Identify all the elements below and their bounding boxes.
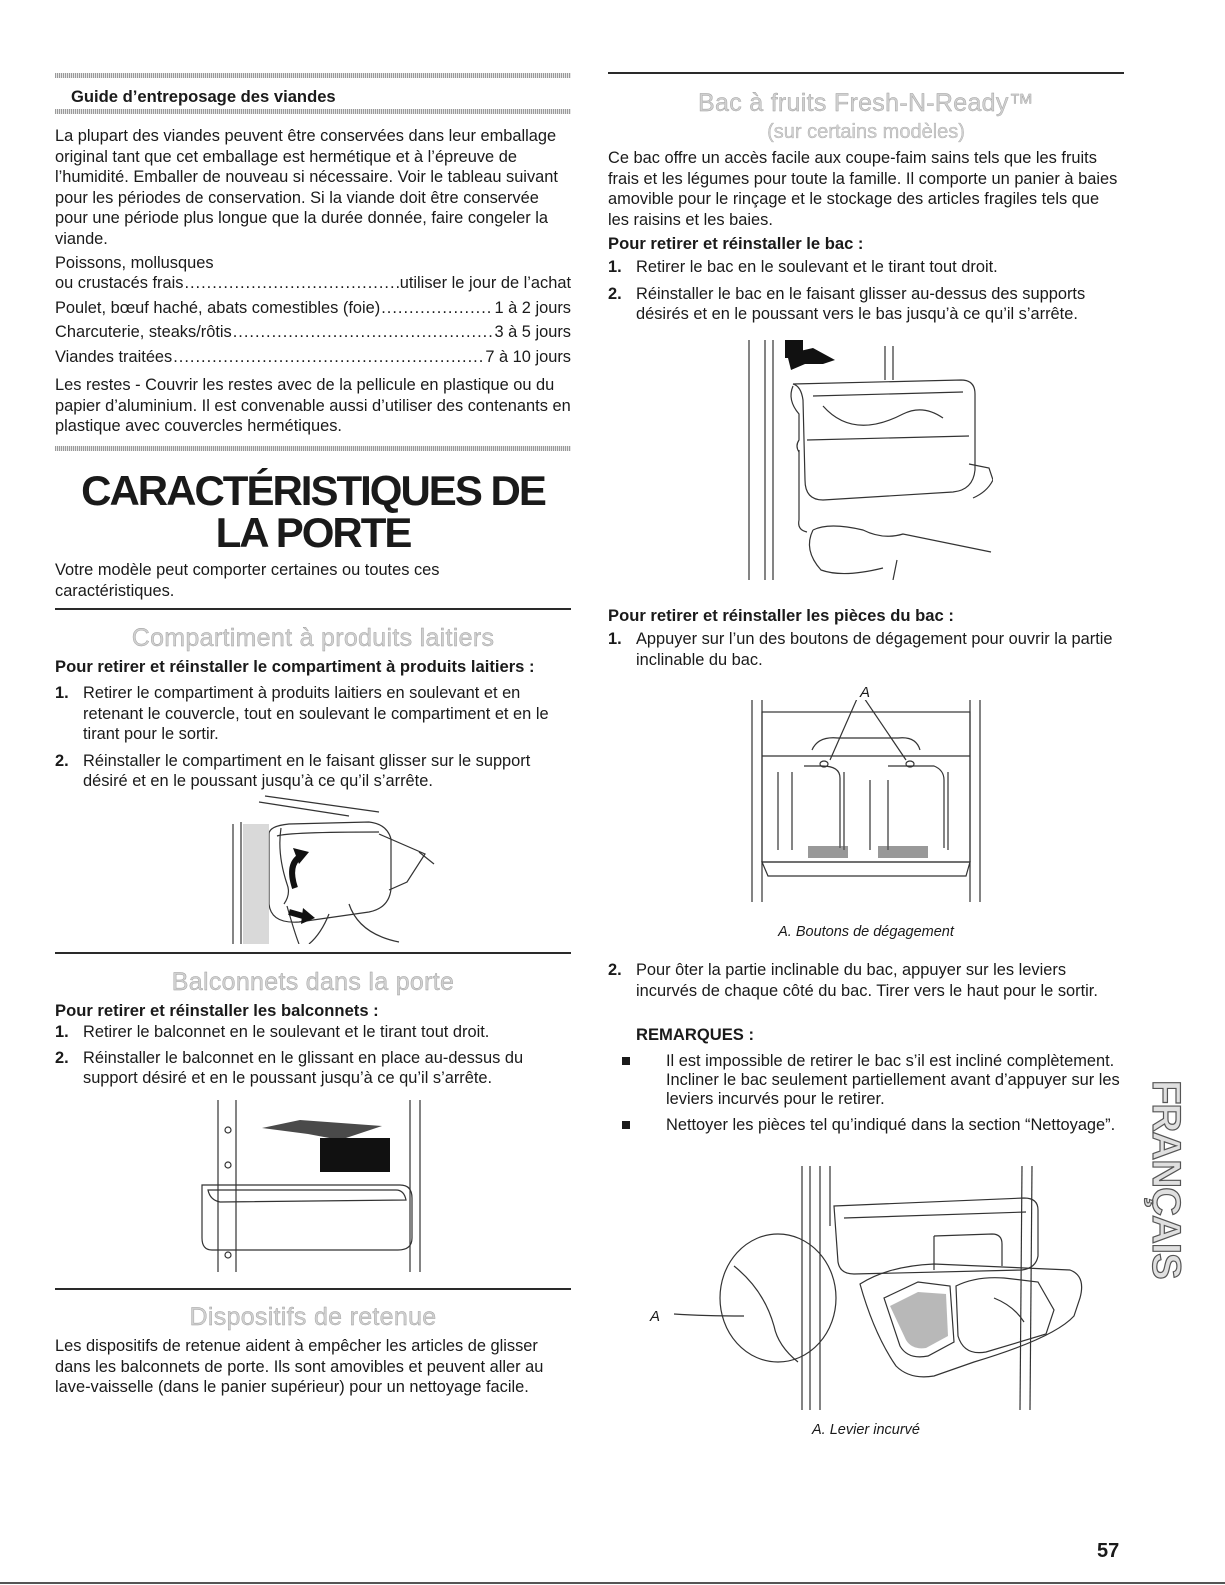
step-text: Réinstaller le bac en le faisant glisser au-dessus des supports désirés et en le poussant vers le bas jusqu’à ce qu’il s’arrête. — [636, 284, 1086, 323]
section-rule — [55, 1288, 571, 1290]
storage-guide-intro: La plupart des viandes peuvent être conservées dans leur emballage original tant que cet emballage est hermétique et à l’épreuve de l’humidité. Emballer de nouveau si nécessaire. Voir le tableau suivant pour les périodes de conservation. Si la viande doit être conservée pour une période plus longue que la durée donnée, faire congeler la viande. — [55, 127, 558, 248]
retenue-title: Dispositifs de retenue — [189, 1303, 437, 1331]
retenue-text: Les dispositifs de retenue aident à empêcher les articles de glisser dans les balconnets de porte. Ils sont amovibles et peuvent aller au lave-vaisselle (dans le panier supérieur) pour un nettoyage facile. — [55, 1337, 544, 1396]
curved-lever-caption: A. Levier incurvé — [812, 1422, 920, 1438]
storage-row-label: Poulet, bœuf haché, abats comestibles (foie) — [55, 298, 381, 317]
bullet-icon — [622, 1057, 630, 1065]
storage-row-value: 7 à 10 jours — [485, 347, 571, 366]
note-text: Il est impossible de retirer le bac s’il est incliné complètement. Incliner le bac seulement partiellement avant d’appuyer sur les leviers incurvés pour le retirer. — [666, 1052, 1120, 1108]
fruit-bin-subhead: Pour retirer et réinstaller le bac : — [608, 234, 864, 253]
fruit-bin-illustration — [743, 340, 993, 580]
storage-row-label: Charcuterie, steaks/rôtis — [55, 323, 232, 341]
storage-row-value: 3 à 5 jours — [494, 323, 571, 341]
balconnet-illustration — [200, 1100, 430, 1272]
list-item — [55, 751, 571, 792]
leftovers-text: Les restes - Couvrir les restes avec de la pellicule en plastique ou du papier d’aluminium. Il est convenable aussi d’utiliser des contenants en plastique avec couvercles hermétiques. — [55, 376, 571, 435]
figure-label-a: A — [860, 684, 871, 701]
language-tab — [1144, 1080, 1188, 1340]
main-title-line: CARACTÉRISTIQUES DE — [81, 467, 545, 514]
hatched-divider — [55, 73, 571, 78]
list-item — [55, 1022, 571, 1043]
step-text: Retirer le bac en le soulevant et le tirant tout droit. — [636, 258, 998, 276]
dairy-steps — [55, 683, 571, 792]
release-buttons-caption: A. Boutons de dégagement — [778, 924, 954, 940]
list-item — [608, 257, 1124, 278]
storage-table — [55, 273, 571, 367]
list-item — [608, 629, 1124, 670]
balconnets-title: Balconnets dans la porte — [171, 968, 455, 996]
dairy-subhead: Pour retirer et réinstaller le compartiment à produits laitiers : — [55, 657, 535, 676]
figure-label-a: A — [650, 1308, 661, 1325]
storage-row — [55, 273, 571, 294]
fruit-bin-parts-steps-2 — [608, 960, 1124, 1001]
step-number: 1. — [55, 684, 69, 702]
storage-row-label: Viandes traitées — [55, 347, 173, 366]
remarks-list — [608, 1052, 1124, 1135]
fruit-bin-intro: Ce bac offre un accès facile aux coupe-faim sains tels que les fruits frais et les légumes pour toute la famille. Il comporte un panier à baies amovible pour le rinçage et le stockage des articles fragiles tels que les raisins et les baies. — [608, 149, 1118, 229]
list-item — [55, 683, 571, 745]
step-text: Retirer le balconnet en le soulevant et le tirant tout droit. — [83, 1023, 490, 1041]
step-number: 2. — [55, 1048, 69, 1067]
step-number: 1. — [608, 630, 622, 648]
list-item — [608, 1116, 1124, 1135]
step-text: Appuyer sur l’un des boutons de dégagement pour ouvrir la partie inclinable du bac. — [636, 630, 1113, 669]
list-item — [608, 284, 1124, 325]
main-intro: Votre modèle peut comporter certaines ou toutes ces caractéristiques. — [55, 561, 440, 600]
page-number: 57 — [1097, 1540, 1120, 1562]
hatched-divider — [55, 109, 571, 114]
hatched-divider — [55, 446, 571, 451]
storage-row-label: ou crustacés frais — [55, 274, 184, 292]
balconnets-steps — [55, 1022, 571, 1089]
step-number: 2. — [608, 961, 622, 979]
main-title-line: LA PORTE — [215, 509, 411, 556]
list-item — [55, 1048, 571, 1089]
dairy-illustration — [229, 794, 439, 944]
storage-row — [55, 347, 571, 368]
step-number: 1. — [55, 1023, 69, 1041]
section-rule — [608, 72, 1124, 74]
list-item — [608, 960, 1124, 1001]
storage-row-value: 1 à 2 jours — [494, 298, 571, 317]
dairy-title: Compartiment à produits laitiers — [131, 624, 495, 652]
fruit-bin-subtitle: (sur certains modèles) — [767, 121, 965, 143]
curved-lever-illustration — [674, 1166, 1090, 1410]
fruit-bin-title: Bac à fruits Fresh-N-Ready™ — [698, 89, 1034, 117]
step-number: 2. — [608, 284, 622, 303]
step-number: 2. — [55, 751, 69, 770]
step-number: 1. — [608, 258, 622, 276]
storage-row — [55, 298, 571, 319]
fruit-bin-parts-subhead: Pour retirer et réinstaller les pièces du bac : — [608, 606, 954, 625]
section-rule — [55, 952, 571, 954]
section-rule — [55, 608, 571, 610]
balconnets-subhead: Pour retirer et réinstaller les balconnets : — [55, 1001, 379, 1020]
fruit-bin-steps — [608, 257, 1124, 325]
storage-fish-line: Poissons, mollusques — [55, 254, 214, 272]
remarks-label: REMARQUES : — [636, 1025, 755, 1044]
main-title — [55, 467, 571, 556]
language-tab-label: FRANÇAIS — [1144, 1080, 1188, 1279]
storage-row — [55, 322, 571, 343]
bottom-border — [0, 1582, 1225, 1584]
step-text: Réinstaller le balconnet en le glissant en place au-dessus du support désiré et en le poussant jusqu’à ce qu’il s’arrête. — [83, 1048, 524, 1087]
note-text: Nettoyer les pièces tel qu’indiqué dans la section “Nettoyage”. — [666, 1116, 1116, 1134]
bullet-icon — [622, 1121, 630, 1129]
fruit-bin-parts-steps — [608, 629, 1124, 670]
storage-row-value: utiliser le jour de l’achat — [399, 274, 571, 292]
release-buttons-illustration — [748, 700, 984, 902]
step-text: Retirer le compartiment à produits laitiers en soulevant et en retenant le couvercle, tout en soulevant le compartiment et en le tirant pour le sortir. — [83, 684, 549, 743]
list-item — [608, 1052, 1124, 1109]
step-text: Pour ôter la partie inclinable du bac, appuyer sur les leviers incurvés de chaque côté du bac. Tirer vers le haut pour le sortir. — [636, 961, 1098, 1000]
storage-guide-heading: Guide d’entreposage des viandes — [71, 87, 336, 106]
step-text: Réinstaller le compartiment en le faisant glisser sur le support désiré et en le poussant jusqu’à ce qu’il s’arrête. — [83, 751, 531, 790]
